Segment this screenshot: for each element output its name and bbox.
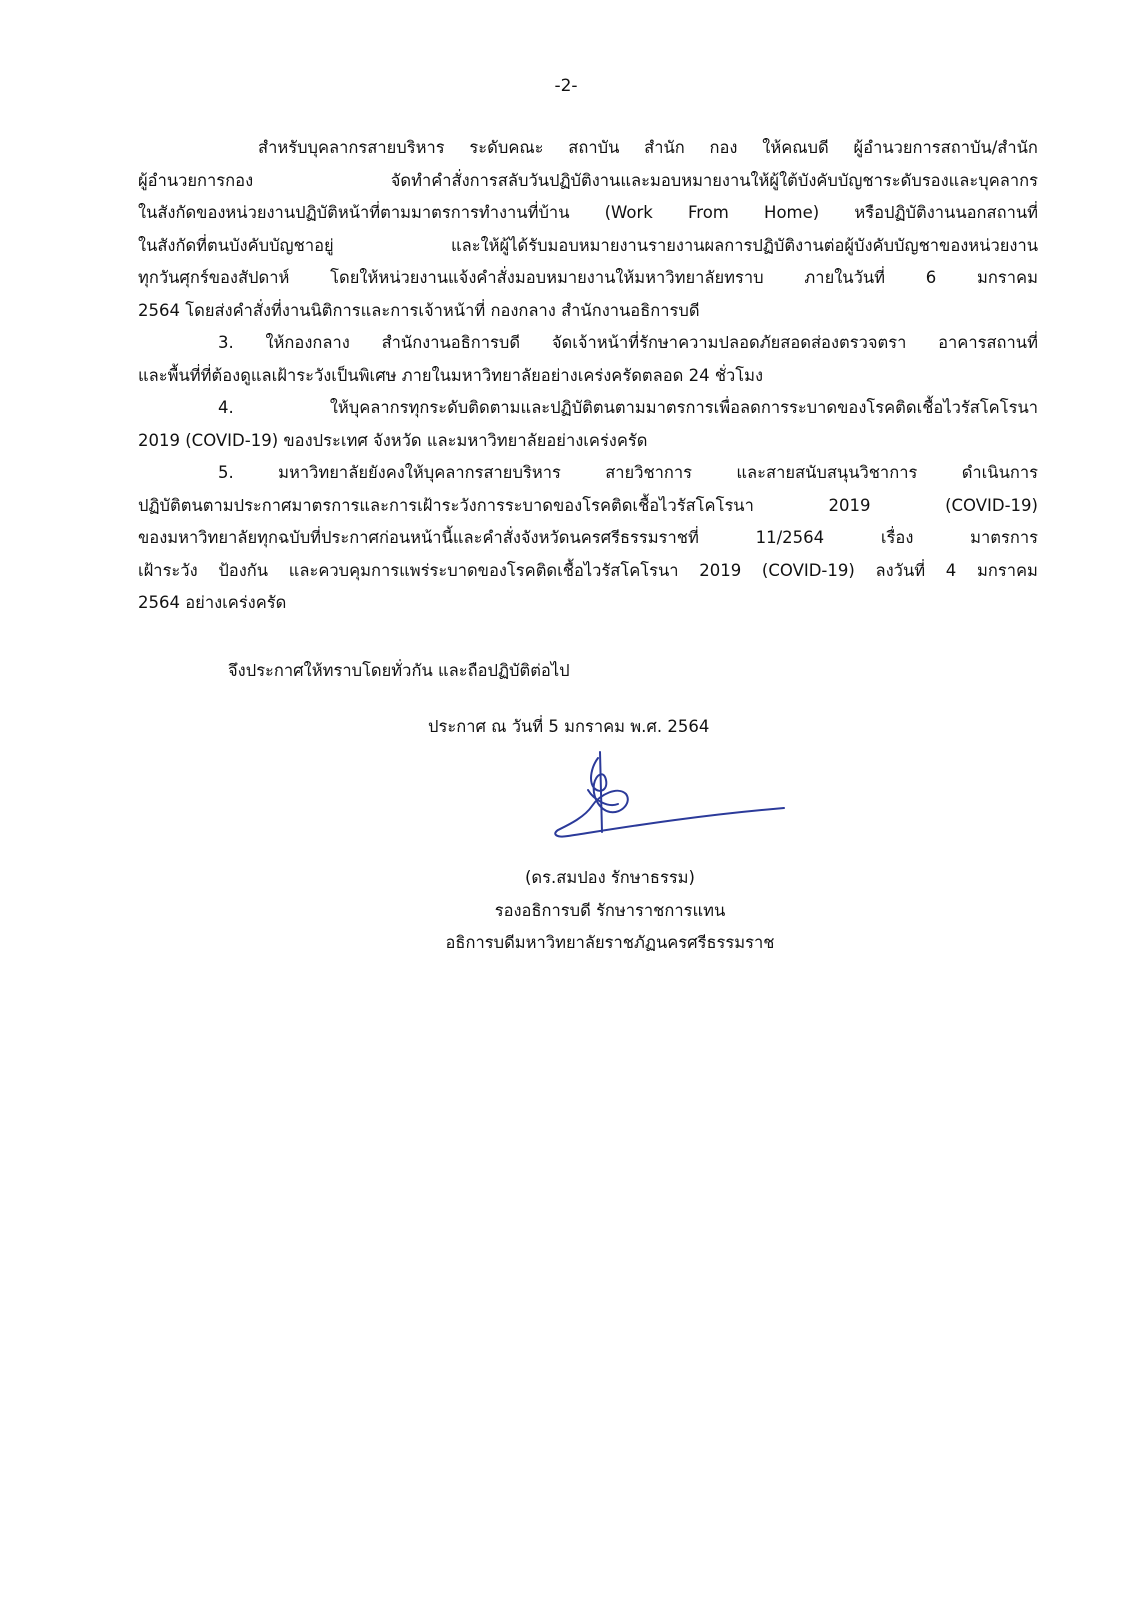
paragraph-line: 5. มหาวิทยาลัยยังคงให้บุคลากรสายบริหาร สายวิชาการ และสายสนับสนุนวิชาการ ดำเนินการ: [218, 463, 1038, 482]
paragraph-line: และพื้นที่ที่ต้องดูแลเฝ้าระวังเป็นพิเศษ ภายในมหาวิทยาลัยอย่างเคร่งครัดตลอด 24 ชั่วโมง: [138, 365, 764, 385]
signatory-organization: อธิการบดีมหาวิทยาลัยราชภัฏนครศรีธรรมราช: [445, 933, 775, 952]
paragraph-line: ในสังกัดที่ตนบังคับบัญชาอยู่ และให้ผู้ได้รับมอบหมายงานรายงานผลการปฏิบัติงานต่อผู้บังคับบัญชาของหน่วยงาน: [138, 235, 1038, 255]
paragraph-line: เฝ้าระวัง ป้องกัน และควบคุมการแพร่ระบาดของโรคติดเชื้อไวรัสโคโรนา 2019 (COVID-19) ลงวันที่ 4 มกราคม: [138, 560, 1038, 580]
paragraph-line: ในสังกัดของหน่วยงานปฏิบัติหน้าที่ตามมาตรการทำงานที่บ้าน (Work From Home) หรือปฏิบัติงานนอกสถานที่: [138, 203, 1038, 222]
paragraph-line: สำหรับบุคลากรสายบริหาร ระดับคณะ สถาบัน สำนัก กอง ให้คณบดี ผู้อำนวยการสถาบัน/สำนัก: [258, 138, 1038, 157]
document-body: [138, 132, 1038, 620]
signatory-position: รองอธิการบดี รักษาราชการแทน: [494, 900, 726, 920]
paragraph-line: ทุกวันศุกร์ของสัปดาห์ โดยให้หน่วยงานแจ้งคำสั่งมอบหมายงานให้มหาวิทยาลัยทราบ ภายในวันที่ 6 มกราคม: [138, 268, 1038, 287]
paragraph-line: ผู้อำนวยการกอง จัดทำคำสั่งการสลับวันปฏิบัติงานและมอบหมายงานให้ผู้ใต้บังคับบัญชาระดับรองและบุคลากร: [138, 170, 1038, 190]
closing-statement: จึงประกาศให้ทราบโดยทั่วกัน และถือปฏิบัติต่อไป: [228, 661, 570, 680]
paragraph-line: ปฏิบัติตนตามประกาศมาตรการและการเฝ้าระวังการระบาดของโรคติดเชื้อไวรัสโคโรนา 2019 (COVID-19): [138, 495, 1038, 515]
paragraph-line: 3. ให้กองกลาง สำนักงานอธิการบดี จัดเจ้าหน้าที่รักษาความปลอดภัยสอดส่องตรวจตรา อาคารสถานที่: [218, 333, 1038, 352]
paragraph-line: 4. ให้บุคลากรทุกระดับติดตามและปฏิบัติตนตามมาตรการเพื่อลดการระบาดของโรคติดเชื้อไวรัสโคโรนา: [218, 398, 1038, 417]
handwritten-signature: [548, 750, 798, 850]
paragraph-line: 2564 อย่างเคร่งครัด: [138, 593, 287, 612]
paragraph-line: 2019 (COVID-19) ของประเทศ จังหวัด และมหาวิทยาลัยอย่างเคร่งครัด: [138, 430, 648, 450]
paragraph-line: 2564 โดยส่งคำสั่งที่งานนิติการและการเจ้าหน้าที่ กองกลาง สำนักงานอธิการบดี: [138, 300, 700, 320]
page-number: -2-: [554, 76, 578, 96]
signature-block: [410, 862, 810, 960]
paragraph-line: ของมหาวิทยาลัยทุกฉบับที่ประกาศก่อนหน้านี้และคำสั่งจังหวัดนครศรีธรรมราชที่ 11/2564 เรื่อง มาตรการ: [138, 528, 1038, 547]
announcement-date: ประกาศ ณ วันที่ 5 มกราคม พ.ศ. 2564: [428, 717, 710, 736]
signatory-name: (ดร.สมปอง รักษาธรรม): [525, 868, 695, 887]
